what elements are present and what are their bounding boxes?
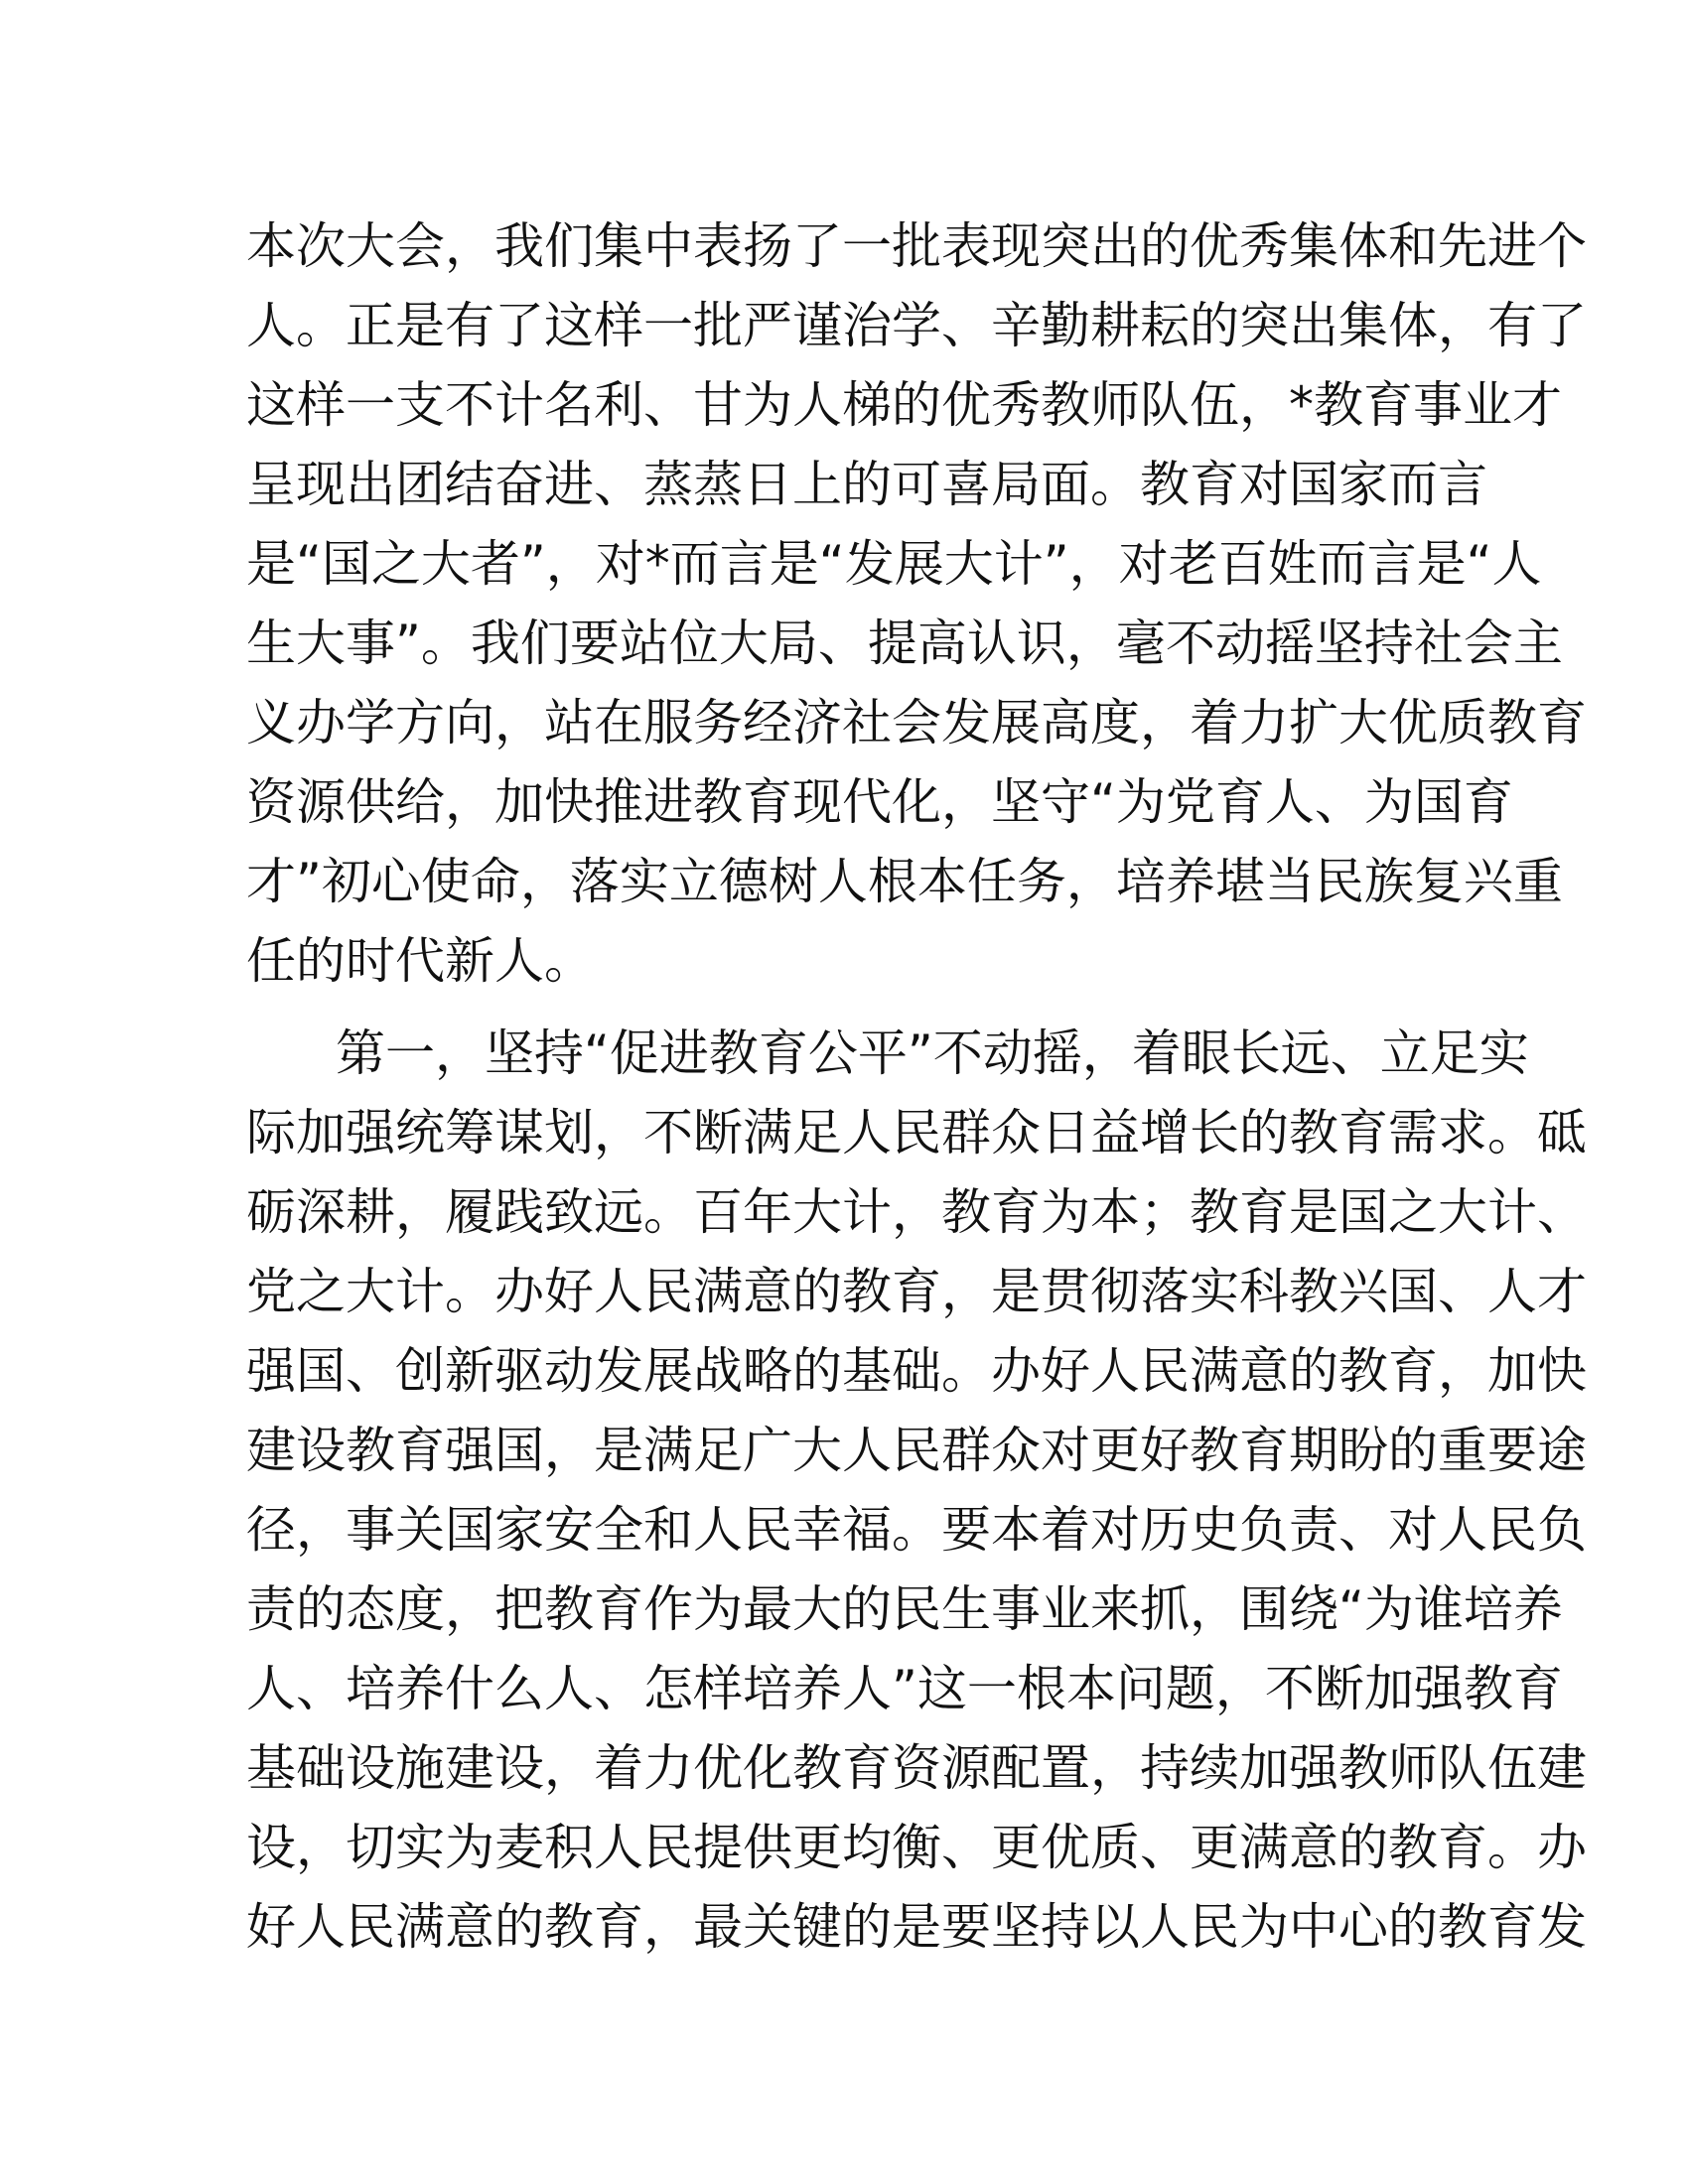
text-line: 第一，坚持“促进教育公平”不动摇，着眼长远、立足实 [336,1024,1529,1082]
text-line: 设，切实为麦积人民提供更均衡、更优质、更满意的教育。办 [246,1819,1587,1876]
text-line: 径，事关国家安全和人民幸福。要本着对历史负责、对人民负 [246,1501,1587,1559]
text-line: 责的态度，把教育作为最大的民生事业来抓，围绕“为谁培养 [246,1580,1563,1638]
paragraph-1 [246,206,1587,1001]
text-line: 才”初心使命，落实立德树人根本任务，培养堪当民族复兴重 [246,853,1563,910]
document-body [246,206,1587,1967]
text-line: 这样一支不计名利、甘为人梯的优秀教师队伍，*教育事业才 [246,376,1562,434]
text-line: 本次大会，我们集中表扬了一批表现突出的优秀集体和先进个 [246,217,1587,275]
text-line: 党之大计。办好人民满意的教育，是贯彻落实科教兴国、人才 [246,1263,1587,1320]
text-line: 好人民满意的教育，最关键的是要坚持以人民为中心的教育发 [246,1898,1587,1956]
text-line: 人、培养什么人、怎样培养人”这一根本问题，不断加强教育 [246,1660,1563,1717]
paragraph-2 [246,1014,1587,1967]
text-line: 砺深耕，履践致远。百年大计，教育为本；教育是国之大计、 [246,1183,1587,1241]
text-line: 人。正是有了这样一批严谨治学、辛勤耕耘的突出集体，有了 [246,297,1587,354]
text-line: 呈现出团结奋进、蒸蒸日上的可喜局面。教育对国家而言 [246,456,1487,513]
text-line: 义办学方向，站在服务经济社会发展高度，着力扩大优质教育 [246,694,1587,751]
text-line: 建设教育强国，是满足广大人民群众对更好教育期盼的重要途 [246,1422,1587,1479]
text-line: 任的时代新人。 [246,932,594,990]
text-line: 强国、创新驱动发展战略的基础。办好人民满意的教育，加快 [246,1342,1587,1400]
paragraph-spacer [246,1001,1438,1014]
text-line: 际加强统筹谋划，不断满足人民群众日益增长的教育需求。砥 [246,1104,1587,1161]
text-line: 资源供给，加快推进教育现代化，坚守“为党育人、为国育 [246,773,1513,831]
text-line: 基础设施建设，着力优化教育资源配置，持续加强教师队伍建 [246,1739,1587,1797]
text-line: 生大事”。我们要站位大局、提高认识，毫不动摇坚持社会主 [246,614,1563,672]
text-line: 是“国之大者”，对*而言是“发展大计”，对老百姓而言是“人 [246,535,1542,593]
